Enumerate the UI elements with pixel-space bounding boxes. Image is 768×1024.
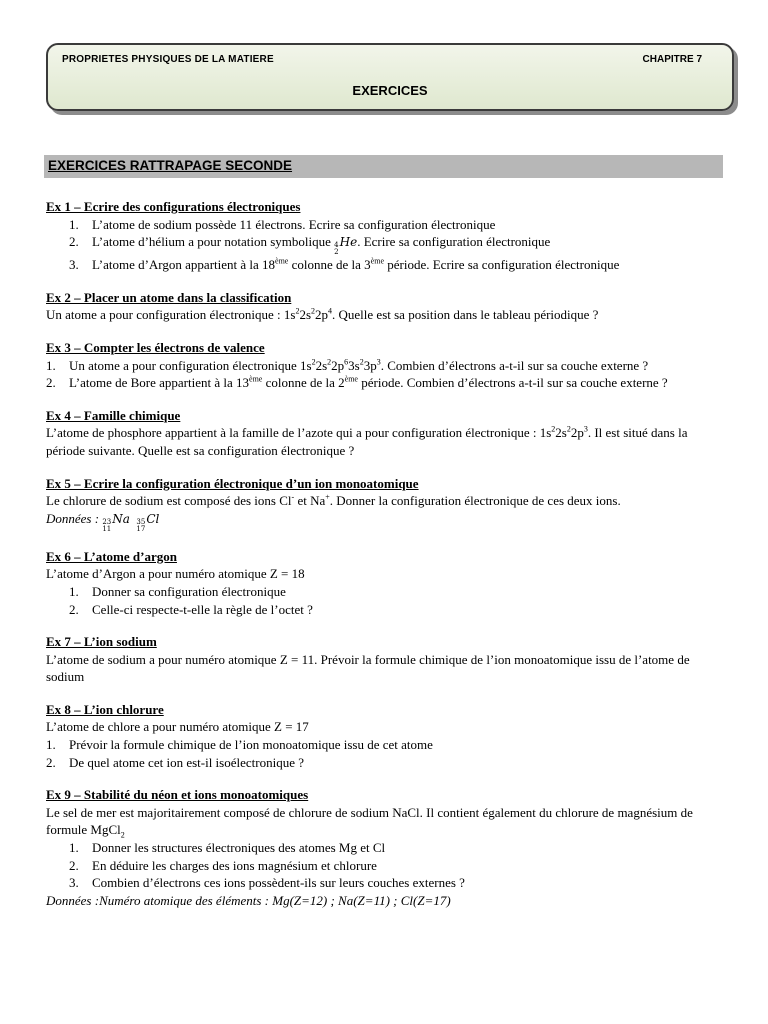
item-text: Donner les structures électroniques des atomes Mg et Cl xyxy=(92,840,386,856)
item-number: 2. xyxy=(46,375,56,391)
chlorine-notation: 35 17 Cl xyxy=(136,511,160,533)
exercise-title: Ex 4 – Famille chimique xyxy=(46,407,181,423)
list-item xyxy=(46,357,726,375)
item-number: 1. xyxy=(46,357,56,373)
item-text: Un atome a pour configuration électronique $1s^22s^22p^63s^23p^3$. Combien d’électrons a-t-il sur sa couche externe ? xyxy=(69,357,649,373)
exercise-3 xyxy=(46,339,726,392)
item-number: 2. xyxy=(69,857,79,873)
item-text: Donner sa configuration électronique xyxy=(92,583,286,599)
exercise-1 xyxy=(46,198,726,274)
exercise-5 xyxy=(46,475,726,533)
item-number: 1. xyxy=(46,737,56,753)
header-subject: PROPRIETES PHYSIQUES DE LA MATIERE xyxy=(62,54,274,65)
exercise-4 xyxy=(46,407,726,460)
chapter-header-box xyxy=(46,43,734,111)
item-text: Celle-ci respecte-t-elle la règle de l’octet ? xyxy=(92,601,313,617)
item-text: L’atome de sodium possède 11 électrons. Ecrire sa configuration électronique xyxy=(92,216,496,232)
item-text: L’atome de Bore appartient à la 13ème colonne de la 2ème période. Combien d’électrons a-t-il sur sa couche externe ? xyxy=(69,374,668,391)
list-item xyxy=(46,233,726,256)
exercise-title: Ex 6 – L’atome d’argon xyxy=(46,548,177,564)
item-number: 3. xyxy=(69,875,79,891)
exercise-text: Un atome a pour configuration électronique : $1s^22s^22p^4$. Quelle est sa position dans le tableau périodique ? xyxy=(46,307,599,323)
item-text: L’atome d’hélium a pour notation symbolique 4 2 He. Ecrire sa configuration électronique xyxy=(92,234,551,257)
exercise-title: Ex 2 – Placer un atome dans la classification xyxy=(46,289,292,305)
exercise-text: L’atome de phosphore appartient à la famille de l’azote qui a pour configuration électronique : $1s^22s^22p^3$. Il est situé dans la période suivante. Quelle est sa configuration électronique ? xyxy=(46,425,688,458)
list-item xyxy=(46,839,726,857)
item-number: 3. xyxy=(69,257,79,273)
list-item xyxy=(46,374,726,392)
exercise-text: L’atome d’Argon a pour numéro atomique Z = 18 xyxy=(46,566,305,582)
exercise-8 xyxy=(46,701,726,771)
section-title-band xyxy=(44,155,723,178)
item-number: 1. xyxy=(69,216,79,232)
item-number: 1. xyxy=(69,583,79,599)
item-number: 2. xyxy=(46,754,56,770)
header-title: EXERCICES xyxy=(352,83,428,98)
exercise-2 xyxy=(46,289,726,324)
list-item xyxy=(46,874,726,892)
exercise-6 xyxy=(46,548,726,618)
exercise-text: L’atome de sodium a pour numéro atomique Z = 11. Prévoir la formule chimique de l’ion monoatomique issu de l’atome de sodium xyxy=(46,651,690,685)
exercise-9 xyxy=(46,786,726,909)
data-line: Données :Numéro atomique des éléments : Mg(Z=12) ; Na(Z=11) ; Cl(Z=17) xyxy=(46,892,451,908)
exercise-title: Ex 9 – Stabilité du néon et ions monoatomiques xyxy=(46,787,309,803)
header-chapter: CHAPITRE 7 xyxy=(642,54,702,65)
item-text: De quel atome cet ion est-il isoélectronique ? xyxy=(69,754,304,770)
list-item xyxy=(46,216,726,234)
exercise-title: Ex 1 – Ecrire des configurations électroniques xyxy=(46,199,301,214)
data-line: Données : 23 11 Na 35 17 Cl xyxy=(46,510,160,533)
list-item xyxy=(46,256,726,274)
item-number: 1. xyxy=(69,840,79,856)
list-item xyxy=(46,857,726,875)
helium-notation: 4 2 He xyxy=(334,235,358,257)
item-text: Combien d’électrons ces ions possèdent-ils sur leurs couches externes ? xyxy=(92,875,465,891)
exercise-list xyxy=(46,198,726,924)
exercise-text: Le sel de mer est majoritairement composé de chlorure de sodium NaCl. Il contient également du chlorure de magnésium de formule MgCl$_2$ xyxy=(46,804,693,841)
item-number: 2. xyxy=(69,601,79,617)
list-item xyxy=(46,583,726,601)
section-title: EXERCICES RATTRAPAGE SECONDE xyxy=(48,158,293,173)
list-item xyxy=(46,736,726,754)
exercise-title: Ex 7 – L’ion sodium xyxy=(46,634,157,650)
list-item xyxy=(46,601,726,619)
exercise-title: Ex 8 – L’ion chlorure xyxy=(46,701,164,717)
exercise-text: L’atome de chlore a pour numéro atomique Z = 17 xyxy=(46,719,309,735)
exercise-title: Ex 3 – Compter les électrons de valence xyxy=(46,339,265,355)
exercise-title: Ex 5 – Ecrire la configuration électronique d’un ion monoatomique xyxy=(46,475,419,491)
item-text: L’atome d’Argon appartient à la 18ème colonne de la 3ème période. Ecrire sa configuration électronique xyxy=(92,256,620,273)
item-number: 2. xyxy=(69,234,79,250)
exercise-7 xyxy=(46,633,726,686)
list-item xyxy=(46,754,726,772)
item-text: Prévoir la formule chimique de l’ion monoatomique issu de cet atome xyxy=(69,737,433,753)
sodium-notation: 23 11 Na xyxy=(102,511,130,533)
item-text: En déduire les charges des ions magnésium et chlorure xyxy=(92,857,377,873)
exercise-text: Le chlorure de sodium est composé des ions Cl- et Na+. Donner la configuration électronique de ces deux ions. xyxy=(46,492,621,509)
